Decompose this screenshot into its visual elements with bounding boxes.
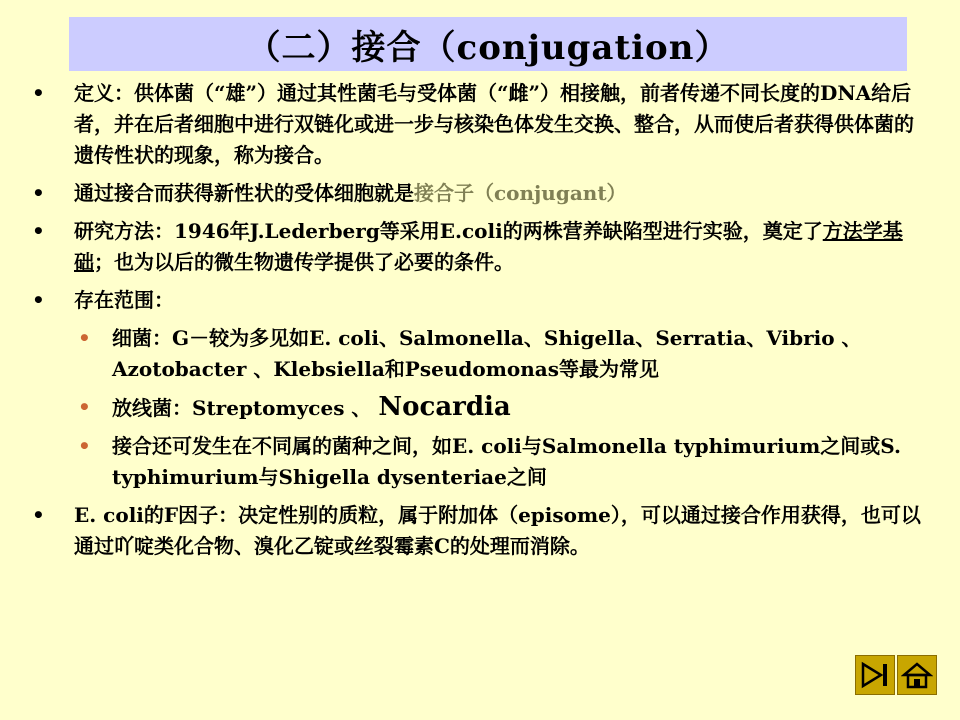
- bullet-definition: [30, 78, 930, 171]
- bullet-conjugant: [30, 178, 930, 209]
- nocardia-text: Nocardia: [378, 392, 511, 422]
- bacteria-text: 细菌：G－较为多见如E. coli、Salmonella、Shigella、Serratia、Vibrio 、Azotobacter 、Klebsiella和Pseudomonas等最为常见: [112, 326, 862, 381]
- bullet-dot: •: [32, 81, 45, 105]
- nav-buttons: [855, 655, 937, 695]
- slide-content: [30, 78, 930, 569]
- conjugant-text: 通过接合而获得新性状的受体细胞就是: [74, 181, 414, 205]
- title-bar: [69, 17, 907, 71]
- method-basis: 方法学基础: [74, 219, 903, 274]
- end-icon: [859, 660, 891, 690]
- definition-text: 定义：供体菌（“雄”）通过其性菌毛与受体菌（“雌”）相接触，前者传递不同长度的DNA给后者，并在后者细胞中进行双链化或进一步与核染色体发生交换、整合，从而使后者获得供体菌的遗传性状的现象，称为接合。: [74, 81, 914, 167]
- end-button[interactable]: [855, 655, 895, 695]
- sub-bacteria: [78, 323, 930, 385]
- f-factor-text: E. coli的F因子：决定性别的质粒，属于附加体（episome），可以通过接合作用获得，也可以通过吖啶类化合物、溴化乙锭或丝裂霉素C的处理而消除。: [74, 503, 921, 558]
- home-icon: [901, 660, 933, 690]
- sub-bullet-dot: •: [78, 434, 91, 458]
- sub-intergeneric: [78, 431, 930, 493]
- bullet-scope: [30, 285, 930, 316]
- intergeneric-text: 接合还可发生在不同属的菌种之间，如E. coli与Salmonella typhimurium之间或S. typhimurium与Shigella dysenteriae之间: [112, 434, 901, 489]
- bullet-dot: •: [32, 219, 45, 243]
- bullet-dot: •: [32, 288, 45, 312]
- home-button[interactable]: [897, 655, 937, 695]
- conjugant-term: 接合子（conjugant）: [414, 181, 627, 205]
- sub-bullet-dot: •: [78, 326, 91, 350]
- method-suffix: ；也为以后的微生物遗传学提供了必要的条件。: [94, 250, 514, 274]
- scope-text: 存在范围：: [74, 288, 174, 312]
- bullet-f-factor: [30, 500, 930, 562]
- bullet-dot: •: [32, 503, 45, 527]
- sub-bullet-dot: •: [78, 395, 91, 419]
- bullet-dot: •: [32, 181, 45, 205]
- method-text: 研究方法：1946年J.Lederberg等采用E.coli的两株营养缺陷型进行实验，奠定了: [74, 219, 823, 243]
- sub-actinomycetes: [78, 392, 930, 424]
- bullet-method: [30, 216, 930, 278]
- slide-title: （二）接合（conjugation）: [246, 27, 730, 68]
- actinomycetes-text: 放线菌：Streptomyces 、: [112, 396, 372, 420]
